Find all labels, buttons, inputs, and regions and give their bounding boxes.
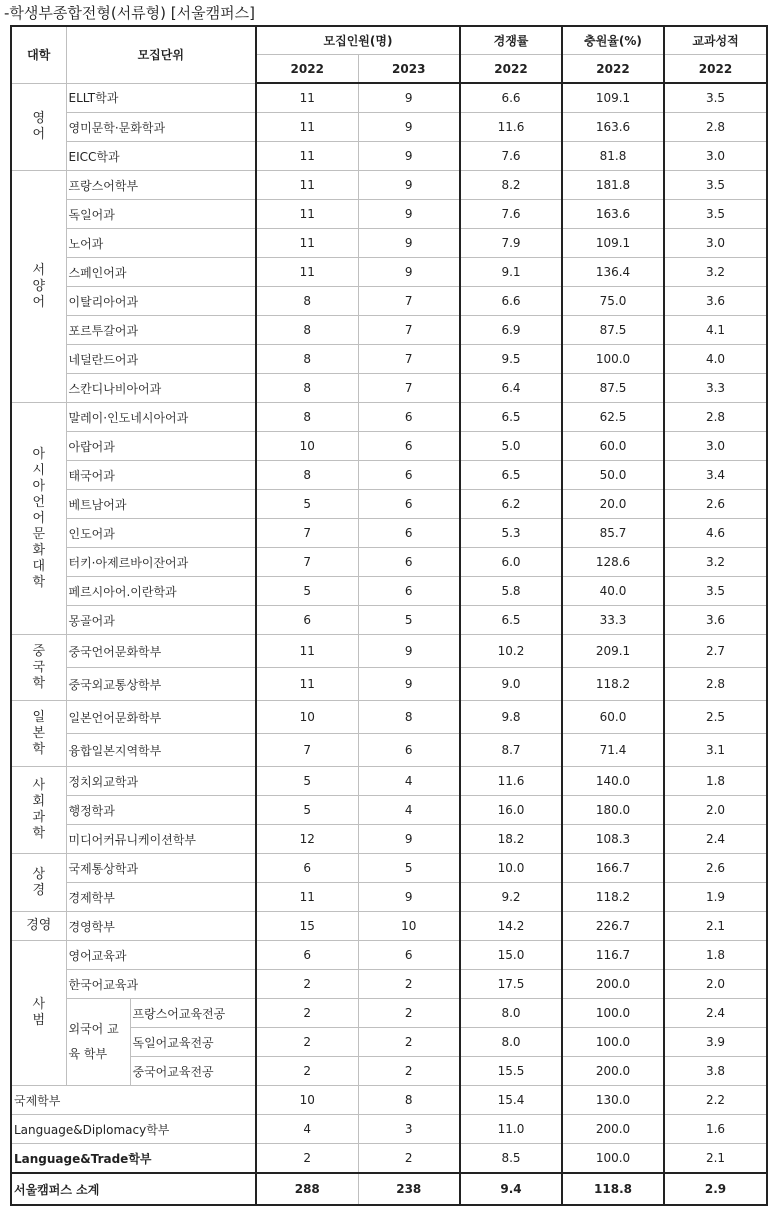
unit-name: 중국어교육전공 bbox=[130, 1057, 256, 1086]
college-group-english bbox=[11, 83, 66, 171]
grade-2022: 2.4 bbox=[664, 825, 767, 854]
grade-2022: 1.6 bbox=[664, 1115, 767, 1144]
competition-2022: 15.4 bbox=[460, 1086, 562, 1115]
unit-name: 인도어과 bbox=[66, 519, 256, 548]
fill-rate-2022: 116.7 bbox=[562, 941, 664, 970]
competition-2022: 8.5 bbox=[460, 1144, 562, 1174]
header-college: 대학 bbox=[11, 26, 66, 83]
unit-name: 네덜란드어과 bbox=[66, 345, 256, 374]
unit-name: 경제학부 bbox=[66, 883, 256, 912]
quota-2023: 2 bbox=[358, 1028, 460, 1057]
quota-2023: 9 bbox=[358, 883, 460, 912]
quota-2022: 11 bbox=[256, 883, 358, 912]
quota-2022: 2 bbox=[256, 1028, 358, 1057]
table-row bbox=[11, 767, 767, 796]
fill-rate-2022: 40.0 bbox=[562, 577, 664, 606]
quota-2022: 11 bbox=[256, 83, 358, 113]
unit-name: 프랑스어학부 bbox=[66, 171, 256, 200]
table-row bbox=[11, 403, 767, 432]
quota-2023: 2 bbox=[358, 970, 460, 999]
unit-name: 독일어과 bbox=[66, 200, 256, 229]
quota-2022: 11 bbox=[256, 171, 358, 200]
unit-name: 페르시아어.이란학과 bbox=[66, 577, 256, 606]
table-row bbox=[11, 701, 767, 734]
quota-2022: 6 bbox=[256, 941, 358, 970]
quota-2023: 9 bbox=[358, 142, 460, 171]
table-row bbox=[11, 606, 767, 635]
unit-name: 국제학부 bbox=[11, 1086, 256, 1115]
quota-2022: 2 bbox=[256, 1057, 358, 1086]
grade-2022: 1.8 bbox=[664, 941, 767, 970]
unit-name: 스페인어과 bbox=[66, 258, 256, 287]
quota-2023: 9 bbox=[358, 229, 460, 258]
quota-2023: 2 bbox=[358, 1144, 460, 1174]
quota-2023: 6 bbox=[358, 432, 460, 461]
table-row bbox=[11, 548, 767, 577]
unit-name: 미디어커뮤니케이션학부 bbox=[66, 825, 256, 854]
grade-2022: 3.6 bbox=[664, 287, 767, 316]
unit-name: 한국어교육과 bbox=[66, 970, 256, 999]
total-row bbox=[11, 1173, 767, 1205]
college-group-label: 경영 bbox=[26, 918, 52, 933]
competition-2022: 9.5 bbox=[460, 345, 562, 374]
table-row bbox=[11, 796, 767, 825]
table-row bbox=[11, 912, 767, 941]
unit-name: 몽골어과 bbox=[66, 606, 256, 635]
total-quota-2022: 288 bbox=[256, 1173, 358, 1205]
competition-2022: 6.4 bbox=[460, 374, 562, 403]
table-row bbox=[11, 1086, 767, 1115]
quota-2022: 11 bbox=[256, 258, 358, 287]
unit-name: 영어교육과 bbox=[66, 941, 256, 970]
quota-2023: 7 bbox=[358, 374, 460, 403]
header-grade: 교과성적 bbox=[664, 26, 767, 55]
fill-rate-2022: 87.5 bbox=[562, 316, 664, 345]
unit-name: 중국외교통상학부 bbox=[66, 668, 256, 701]
header-fill-rate: 충원율(%) bbox=[562, 26, 664, 55]
table-row bbox=[11, 432, 767, 461]
unit-name: 경영학부 bbox=[66, 912, 256, 941]
table-row bbox=[11, 142, 767, 171]
table-row bbox=[11, 734, 767, 767]
grade-2022: 2.1 bbox=[664, 912, 767, 941]
competition-2022: 10.2 bbox=[460, 635, 562, 668]
grade-2022: 2.5 bbox=[664, 701, 767, 734]
quota-2022: 2 bbox=[256, 970, 358, 999]
competition-2022: 11.0 bbox=[460, 1115, 562, 1144]
fill-rate-2022: 100.0 bbox=[562, 345, 664, 374]
competition-2022: 6.5 bbox=[460, 606, 562, 635]
competition-2022: 6.5 bbox=[460, 403, 562, 432]
competition-2022: 6.2 bbox=[460, 490, 562, 519]
competition-2022: 9.1 bbox=[460, 258, 562, 287]
quota-2023: 7 bbox=[358, 345, 460, 374]
grade-2022: 3.2 bbox=[664, 548, 767, 577]
fill-rate-2022: 180.0 bbox=[562, 796, 664, 825]
unit-name: 중국언어문화학부 bbox=[66, 635, 256, 668]
grade-2022: 3.1 bbox=[664, 734, 767, 767]
grade-2022: 2.2 bbox=[664, 1086, 767, 1115]
competition-2022: 6.9 bbox=[460, 316, 562, 345]
table-row bbox=[11, 461, 767, 490]
unit-name: 일본언어문화학부 bbox=[66, 701, 256, 734]
grade-2022: 4.6 bbox=[664, 519, 767, 548]
total-quota-2023: 238 bbox=[358, 1173, 460, 1205]
college-group-label: 아시아언어문화대학 bbox=[32, 446, 46, 590]
fill-rate-2022: 81.8 bbox=[562, 142, 664, 171]
fill-rate-2022: 50.0 bbox=[562, 461, 664, 490]
table-row bbox=[11, 374, 767, 403]
grade-2022: 3.6 bbox=[664, 606, 767, 635]
table-row bbox=[11, 941, 767, 970]
quota-2023: 9 bbox=[358, 83, 460, 113]
fill-rate-2022: 60.0 bbox=[562, 432, 664, 461]
competition-2022: 6.0 bbox=[460, 548, 562, 577]
quota-2022: 11 bbox=[256, 668, 358, 701]
unit-name: 독일어교육전공 bbox=[130, 1028, 256, 1057]
total-grade: 2.9 bbox=[664, 1173, 767, 1205]
grade-2022: 1.9 bbox=[664, 883, 767, 912]
competition-2022: 8.2 bbox=[460, 171, 562, 200]
college-group-commerce bbox=[11, 854, 66, 912]
quota-2022: 7 bbox=[256, 519, 358, 548]
grade-2022: 3.0 bbox=[664, 432, 767, 461]
college-group-label: 상경 bbox=[32, 866, 46, 898]
competition-2022: 5.3 bbox=[460, 519, 562, 548]
competition-2022: 10.0 bbox=[460, 854, 562, 883]
competition-2022: 9.8 bbox=[460, 701, 562, 734]
grade-2022: 4.1 bbox=[664, 316, 767, 345]
fill-rate-2022: 226.7 bbox=[562, 912, 664, 941]
quota-2022: 10 bbox=[256, 1086, 358, 1115]
competition-2022: 7.9 bbox=[460, 229, 562, 258]
total-label: 서울캠퍼스 소계 bbox=[11, 1173, 256, 1205]
college-group-label: 일본학 bbox=[32, 709, 46, 757]
college-group-chinese bbox=[11, 635, 66, 701]
quota-2022: 6 bbox=[256, 854, 358, 883]
quota-2022: 12 bbox=[256, 825, 358, 854]
quota-2023: 9 bbox=[358, 668, 460, 701]
page-caption: -학생부종합전형(서류형) [서울캠퍼스] bbox=[4, 4, 255, 22]
fill-rate-2022: 75.0 bbox=[562, 287, 664, 316]
competition-2022: 11.6 bbox=[460, 113, 562, 142]
quota-2022: 11 bbox=[256, 200, 358, 229]
competition-2022: 8.0 bbox=[460, 1028, 562, 1057]
competition-2022: 18.2 bbox=[460, 825, 562, 854]
quota-2023: 9 bbox=[358, 258, 460, 287]
fill-rate-2022: 87.5 bbox=[562, 374, 664, 403]
table-row bbox=[11, 345, 767, 374]
unit-name: 태국어과 bbox=[66, 461, 256, 490]
quota-2023: 3 bbox=[358, 1115, 460, 1144]
quota-2023: 6 bbox=[358, 734, 460, 767]
competition-2022: 9.0 bbox=[460, 668, 562, 701]
header-grade-2022: 2022 bbox=[664, 55, 767, 84]
table-row bbox=[11, 999, 767, 1028]
competition-2022: 6.6 bbox=[460, 287, 562, 316]
unit-name: 프랑스어교육전공 bbox=[130, 999, 256, 1028]
table-row bbox=[11, 854, 767, 883]
table-row bbox=[11, 171, 767, 200]
grade-2022: 2.7 bbox=[664, 635, 767, 668]
quota-2023: 4 bbox=[358, 767, 460, 796]
table-row bbox=[11, 113, 767, 142]
grade-2022: 2.8 bbox=[664, 113, 767, 142]
fill-rate-2022: 60.0 bbox=[562, 701, 664, 734]
header-competition-2022: 2022 bbox=[460, 55, 562, 84]
admissions-table bbox=[10, 25, 768, 1206]
fill-rate-2022: 163.6 bbox=[562, 200, 664, 229]
competition-2022: 8.0 bbox=[460, 999, 562, 1028]
fill-rate-2022: 200.0 bbox=[562, 1115, 664, 1144]
fill-rate-2022: 100.0 bbox=[562, 1028, 664, 1057]
unit-name: 말레이·인도네시아어과 bbox=[66, 403, 256, 432]
unit-name: 베트남어과 bbox=[66, 490, 256, 519]
fill-rate-2022: 140.0 bbox=[562, 767, 664, 796]
fill-rate-2022: 109.1 bbox=[562, 229, 664, 258]
header-quota-2023: 2023 bbox=[358, 55, 460, 84]
quota-2022: 8 bbox=[256, 316, 358, 345]
quota-2022: 5 bbox=[256, 577, 358, 606]
quota-2023: 4 bbox=[358, 796, 460, 825]
quota-2022: 11 bbox=[256, 229, 358, 258]
college-group-social bbox=[11, 767, 66, 854]
competition-2022: 5.8 bbox=[460, 577, 562, 606]
header-unit: 모집단위 bbox=[66, 26, 256, 83]
quota-2022: 15 bbox=[256, 912, 358, 941]
fill-rate-2022: 163.6 bbox=[562, 113, 664, 142]
college-group-label: 서양어 bbox=[32, 262, 46, 310]
quota-2023: 5 bbox=[358, 606, 460, 635]
grade-2022: 3.5 bbox=[664, 171, 767, 200]
grade-2022: 2.8 bbox=[664, 668, 767, 701]
grade-2022: 2.1 bbox=[664, 1144, 767, 1174]
competition-2022: 17.5 bbox=[460, 970, 562, 999]
table-row bbox=[11, 519, 767, 548]
header-quota: 모집인원(명) bbox=[256, 26, 460, 55]
table-row bbox=[11, 229, 767, 258]
college-group-label: 사회과학 bbox=[32, 778, 46, 841]
grade-2022: 3.0 bbox=[664, 229, 767, 258]
quota-2023: 6 bbox=[358, 461, 460, 490]
grade-2022: 2.4 bbox=[664, 999, 767, 1028]
grade-2022: 4.0 bbox=[664, 345, 767, 374]
unit-name: 행정학과 bbox=[66, 796, 256, 825]
header-row bbox=[11, 26, 767, 55]
header-fill-2022: 2022 bbox=[562, 55, 664, 84]
quota-2023: 10 bbox=[358, 912, 460, 941]
grade-2022: 3.5 bbox=[664, 200, 767, 229]
fill-rate-2022: 118.2 bbox=[562, 883, 664, 912]
quota-2022: 7 bbox=[256, 548, 358, 577]
table-row bbox=[11, 577, 767, 606]
college-group-western bbox=[11, 171, 66, 403]
fill-rate-2022: 109.1 bbox=[562, 83, 664, 113]
grade-2022: 3.2 bbox=[664, 258, 767, 287]
fill-rate-2022: 85.7 bbox=[562, 519, 664, 548]
grade-2022: 3.9 bbox=[664, 1028, 767, 1057]
quota-2023: 2 bbox=[358, 999, 460, 1028]
unit-name: 정치외교학과 bbox=[66, 767, 256, 796]
quota-2022: 10 bbox=[256, 701, 358, 734]
quota-2022: 8 bbox=[256, 345, 358, 374]
unit-name: Language&Diplomacy학부 bbox=[11, 1115, 256, 1144]
quota-2023: 6 bbox=[358, 490, 460, 519]
fill-rate-2022: 100.0 bbox=[562, 1144, 664, 1174]
quota-2022: 5 bbox=[256, 490, 358, 519]
competition-2022: 11.6 bbox=[460, 767, 562, 796]
fill-rate-2022: 166.7 bbox=[562, 854, 664, 883]
quota-2022: 5 bbox=[256, 796, 358, 825]
table-row bbox=[11, 635, 767, 668]
competition-2022: 8.7 bbox=[460, 734, 562, 767]
fill-rate-2022: 100.0 bbox=[562, 999, 664, 1028]
unit-name: 이탈리아어과 bbox=[66, 287, 256, 316]
sub-group-foreign-edu: 외국어 교육 학부 bbox=[66, 999, 130, 1086]
table-row bbox=[11, 490, 767, 519]
unit-name: EICC학과 bbox=[66, 142, 256, 171]
table-row bbox=[11, 883, 767, 912]
quota-2022: 8 bbox=[256, 287, 358, 316]
quota-2022: 8 bbox=[256, 403, 358, 432]
unit-name: 아랍어과 bbox=[66, 432, 256, 461]
fill-rate-2022: 128.6 bbox=[562, 548, 664, 577]
quota-2023: 9 bbox=[358, 825, 460, 854]
grade-2022: 3.4 bbox=[664, 461, 767, 490]
quota-2023: 2 bbox=[358, 1057, 460, 1086]
quota-2023: 9 bbox=[358, 200, 460, 229]
table-row bbox=[11, 1115, 767, 1144]
header-quota-2022: 2022 bbox=[256, 55, 358, 84]
total-fill-rate: 118.8 bbox=[562, 1173, 664, 1205]
college-group-label: 영어 bbox=[32, 110, 46, 142]
quota-2022: 6 bbox=[256, 606, 358, 635]
competition-2022: 7.6 bbox=[460, 200, 562, 229]
fill-rate-2022: 118.2 bbox=[562, 668, 664, 701]
unit-name: 영미문학·문화학과 bbox=[66, 113, 256, 142]
competition-2022: 6.6 bbox=[460, 83, 562, 113]
unit-name: Language&Trade학부 bbox=[11, 1144, 256, 1174]
fill-rate-2022: 33.3 bbox=[562, 606, 664, 635]
quota-2022: 11 bbox=[256, 113, 358, 142]
total-competition: 9.4 bbox=[460, 1173, 562, 1205]
unit-name: 국제통상학과 bbox=[66, 854, 256, 883]
competition-2022: 5.0 bbox=[460, 432, 562, 461]
fill-rate-2022: 181.8 bbox=[562, 171, 664, 200]
competition-2022: 7.6 bbox=[460, 142, 562, 171]
grade-2022: 3.8 bbox=[664, 1057, 767, 1086]
quota-2023: 9 bbox=[358, 113, 460, 142]
unit-name: ELLT학과 bbox=[66, 83, 256, 113]
quota-2023: 6 bbox=[358, 403, 460, 432]
quota-2022: 8 bbox=[256, 461, 358, 490]
grade-2022: 2.8 bbox=[664, 403, 767, 432]
grade-2022: 3.5 bbox=[664, 83, 767, 113]
unit-name: 터키·아제르바이잔어과 bbox=[66, 548, 256, 577]
fill-rate-2022: 130.0 bbox=[562, 1086, 664, 1115]
college-group-label: 중국학 bbox=[32, 643, 46, 691]
grade-2022: 1.8 bbox=[664, 767, 767, 796]
unit-name: 융합일본지역학부 bbox=[66, 734, 256, 767]
table-row bbox=[11, 668, 767, 701]
quota-2023: 7 bbox=[358, 316, 460, 345]
college-group-asian bbox=[11, 403, 66, 635]
quota-2022: 4 bbox=[256, 1115, 358, 1144]
quota-2022: 10 bbox=[256, 432, 358, 461]
quota-2022: 2 bbox=[256, 1144, 358, 1174]
quota-2023: 8 bbox=[358, 1086, 460, 1115]
competition-2022: 16.0 bbox=[460, 796, 562, 825]
college-group-education bbox=[11, 941, 66, 1086]
table-row bbox=[11, 83, 767, 113]
quota-2022: 11 bbox=[256, 142, 358, 171]
quota-2022: 11 bbox=[256, 635, 358, 668]
quota-2022: 8 bbox=[256, 374, 358, 403]
competition-2022: 9.2 bbox=[460, 883, 562, 912]
competition-2022: 14.2 bbox=[460, 912, 562, 941]
fill-rate-2022: 200.0 bbox=[562, 970, 664, 999]
table-body bbox=[11, 26, 767, 1205]
grade-2022: 2.6 bbox=[664, 490, 767, 519]
quota-2023: 6 bbox=[358, 941, 460, 970]
fill-rate-2022: 62.5 bbox=[562, 403, 664, 432]
quota-2022: 5 bbox=[256, 767, 358, 796]
table-row bbox=[11, 200, 767, 229]
fill-rate-2022: 71.4 bbox=[562, 734, 664, 767]
college-group-label: 사범 bbox=[32, 997, 46, 1028]
grade-2022: 3.0 bbox=[664, 142, 767, 171]
table-row bbox=[11, 287, 767, 316]
quota-2022: 2 bbox=[256, 999, 358, 1028]
unit-name: 포르투갈어과 bbox=[66, 316, 256, 345]
quota-2022: 7 bbox=[256, 734, 358, 767]
grade-2022: 2.6 bbox=[664, 854, 767, 883]
fill-rate-2022: 209.1 bbox=[562, 635, 664, 668]
quota-2023: 6 bbox=[358, 548, 460, 577]
quota-2023: 5 bbox=[358, 854, 460, 883]
table-row bbox=[11, 825, 767, 854]
competition-2022: 6.5 bbox=[460, 461, 562, 490]
fill-rate-2022: 108.3 bbox=[562, 825, 664, 854]
quota-2023: 9 bbox=[358, 171, 460, 200]
grade-2022: 3.5 bbox=[664, 577, 767, 606]
competition-2022: 15.5 bbox=[460, 1057, 562, 1086]
grade-2022: 3.3 bbox=[664, 374, 767, 403]
competition-2022: 15.0 bbox=[460, 941, 562, 970]
college-group-japanese bbox=[11, 701, 66, 767]
table-row bbox=[11, 970, 767, 999]
fill-rate-2022: 20.0 bbox=[562, 490, 664, 519]
unit-name: 스칸디나비아어과 bbox=[66, 374, 256, 403]
header-competition: 경쟁률 bbox=[460, 26, 562, 55]
quota-2023: 6 bbox=[358, 577, 460, 606]
table-row bbox=[11, 258, 767, 287]
quota-2023: 8 bbox=[358, 701, 460, 734]
table-row bbox=[11, 1144, 767, 1174]
table-row bbox=[11, 316, 767, 345]
grade-2022: 2.0 bbox=[664, 970, 767, 999]
grade-2022: 2.0 bbox=[664, 796, 767, 825]
quota-2023: 7 bbox=[358, 287, 460, 316]
quota-2023: 9 bbox=[358, 635, 460, 668]
fill-rate-2022: 200.0 bbox=[562, 1057, 664, 1086]
college-group-business bbox=[11, 912, 66, 941]
quota-2023: 6 bbox=[358, 519, 460, 548]
unit-name: 노어과 bbox=[66, 229, 256, 258]
fill-rate-2022: 136.4 bbox=[562, 258, 664, 287]
